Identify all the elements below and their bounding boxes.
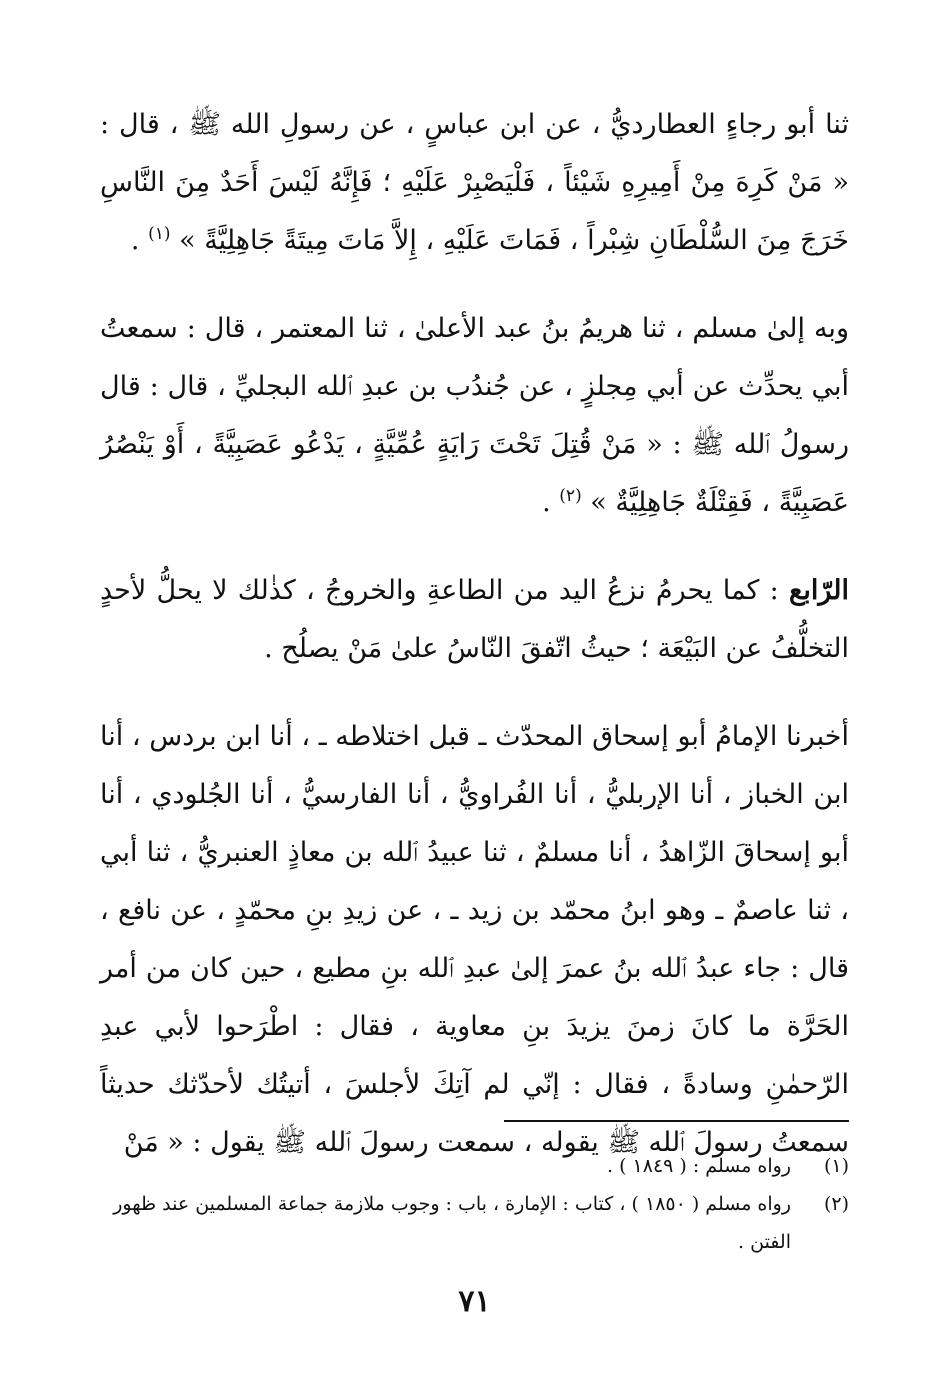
paragraph-2 bbox=[100, 300, 849, 532]
footnote-number: (١) bbox=[823, 1155, 849, 1177]
paragraph-1 bbox=[100, 96, 849, 270]
paragraph-1-text: ثنا أبو رجاءٍ العطارديُّ ، عن ابن عباسٍ ، عن رسولِ الله ﷺ ، قال : « مَنْ كَرِهَ مِنْ أَمِيرِهِ شَيْئاً ، فَلْيَصْبِرْ عَلَيْهِ ؛ فَإِنَّهُ لَيْسَ أَحَدٌ مِنَ النَّاسِ خَرَجَ مِنَ السُّلْطَانِ شِبْراً ، فَمَاتَ عَلَيْهِ ، إِلاَّ مَاتَ مِيتَةً جَاهِلِيَّةً » bbox=[100, 109, 849, 256]
footnote-text: رواه مسلم : ( ١٨٤٩ ) . bbox=[607, 1155, 791, 1177]
page-number: ٧١ bbox=[458, 1284, 491, 1319]
footnote-1 bbox=[100, 1147, 849, 1185]
paragraph-1-tail: . bbox=[130, 225, 149, 256]
paragraph-4 bbox=[100, 708, 849, 1172]
footnotes bbox=[100, 1147, 849, 1261]
footnote-2 bbox=[100, 1185, 849, 1261]
paragraph-4-text: أخبرنا الإمامُ أبو إسحاق المحدّث ـ قبل اختلاطه ـ ، أنا ابن بردس ، أنا ابن الخباز ، أنا الإربليُّ ، أنا الفُراويُّ ، أنا الفارسيُّ ، أنا الجُلودي ، أنا أبو إسحاقَ الزّاهدُ ، أنا مسلمٌ ، ثنا عبيدُ ٱلله بن معاذٍ العنبريُّ ، ثنا أبي ، ثنا عاصمٌ ـ وهو ابنُ محمّد بن زيد ـ ، عن زيدِ بنِ محمّدٍ ، عن نافع ، قال : جاء عبدُ ٱلله بنُ عمرَ إلىٰ عبدِ ٱلله بنِ مطيع ، حين كان من أمر الحَرَّة ما كانَ زمنَ يزيدَ بنِ معاوية ، فقال : اطْرَحوا لأبي عبدِ الرّحمٰنِ وسادةً ، فقال : إنّي لم آتِكَ لأجلسَ ، أتيتُك لأحدّثك حديثاً سمعتُ رسولَ ٱلله ﷺ يقوله ، سمعت رسولَ ٱلله ﷺ يقول : « مَنْ bbox=[100, 721, 849, 1158]
section-heading-fourth: الرّابع bbox=[788, 575, 849, 606]
footnote-ref-2: (٢) bbox=[559, 486, 582, 506]
footnote-ref-1: (١) bbox=[148, 224, 171, 244]
paragraph-3 bbox=[100, 562, 849, 678]
footnote-text: رواه مسلم ( ١٨٥٠ ) ، كتاب : الإمارة ، باب : وجوب ملازمة جماعة المسلمين عند ظهور الفتن . bbox=[113, 1193, 791, 1253]
footnote-separator bbox=[504, 1120, 849, 1122]
main-text bbox=[100, 96, 849, 1202]
paragraph-2-text: وبه إلىٰ مسلم ، ثنا هريمُ بنُ عبد الأعلىٰ ، ثنا المعتمر ، قال : سمعتُ أبي يحدِّث عن أبي مِجلزٍ ، عن جُندُب بن عبدِ ٱلله البجليِّ ، قال : قال رسولُ ٱلله ﷺ : « مَنْ قُتِلَ تَحْتَ رَايَةٍ عُمِّيَّةٍ ، يَدْعُو عَصَبِيَّةً ، أَوْ يَنْصُرُ عَصَبِيَّةً ، فَقِتْلَةٌ جَاهِلِيَّةٌ » bbox=[100, 313, 849, 518]
paragraph-3-text: : كما يحرمُ نزعُ اليد من الطاعةِ والخروجُ ، كذٰلك لا يحلُّ لأحدٍ التخلُّفُ عن البَيْعَة ؛ حيثُ اتّفقَ النّاسُ علىٰ مَنْ يصلُح . bbox=[100, 575, 849, 664]
paragraph-2-tail: . bbox=[542, 487, 560, 518]
footnote-number: (٢) bbox=[823, 1193, 849, 1215]
